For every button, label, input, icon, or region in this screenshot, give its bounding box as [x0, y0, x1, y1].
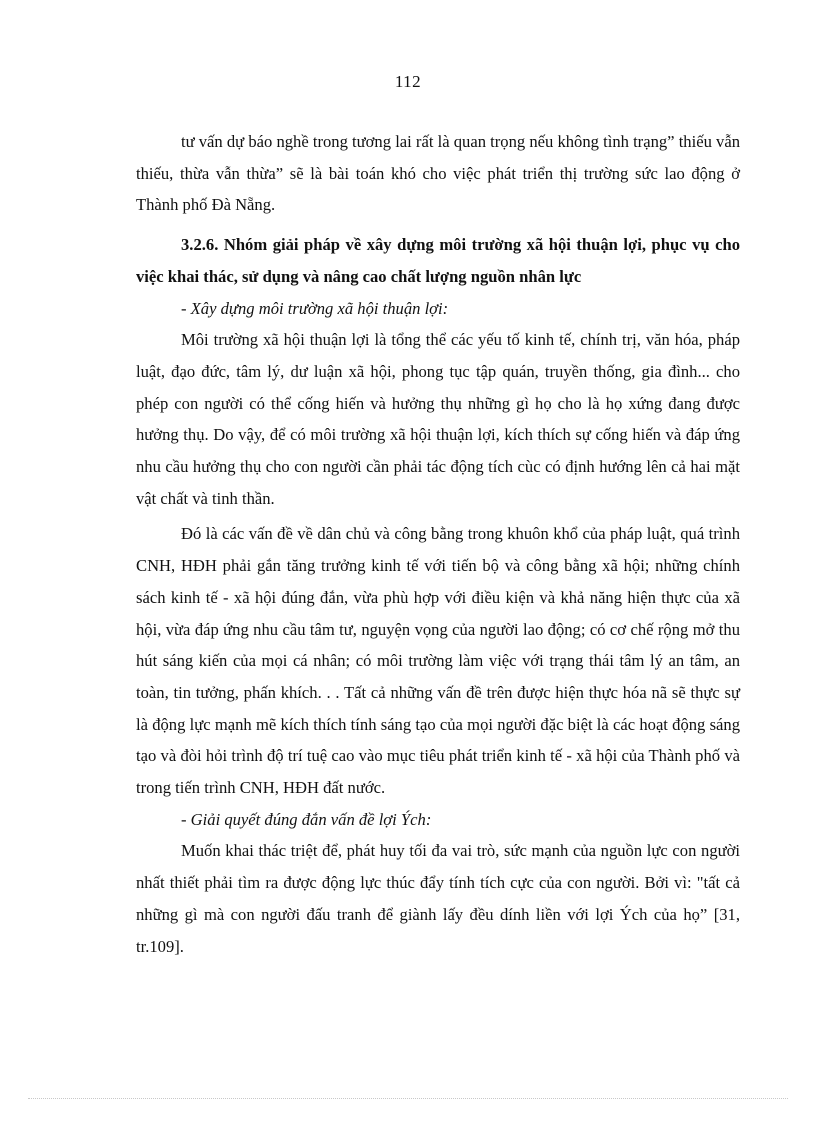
page-bottom-divider	[28, 1098, 788, 1099]
subheading-social-environment: - Xây dựng môi trường xã hội thuận lợi:	[181, 298, 449, 318]
paragraph-social-environment: Môi trường xã hội thuận lợi là tổng thể các yếu tố kinh tế, chính trị, văn hóa, pháp luật, đạo đức, tâm lý, dư luận xã hội, phong tục tập quán, truyền thống, gia đình... cho phép con người có thể cống hiến và hưởng thụ những gì họ cho là họ xứng đang được hưởng thụ. Do vậy, để có môi trường xã hội thuận lợi, kích thích sự cống hiến và đáp ứng nhu cầu hưởng thụ cho con người cần phải tác động tích cùc có định hướng lên cả hai mặt vật chất và tinh thần.	[136, 330, 740, 508]
paragraph-democracy-equity: Đó là các vấn đề về dân chủ và công bằng trong khuôn khổ của pháp luật, quá trình CNH, HĐH phải gắn tăng trưởng kinh tế với tiến bộ và công bằng xã hội; những chính sách kinh tế - xã hội đúng đắn, vừa phù hợp với điều kiện và khả năng hiện thực của xã hội, vừa đáp ứng nhu cầu tâm tư, nguyện vọng của người lao động; có cơ chế rộng mở thu hút sáng kiến của mọi cá nhân; có môi trường làm việc với trạng thái tâm lý an tâm, an toàn, tin tưởng, phấn khích. . . Tất cả những vấn đề trên được hiện thực hóa nã sẽ thực sự là động lực mạnh mẽ kích thích tính sáng tạo của mọi người đặc biệt là các hoạt động sáng tạo và đòi hỏi trình độ trí tuệ cao vào mục tiêu phát triển kinh tế - xã hội của Thành phố và trong tiến trình CNH, HĐH đất nước.	[136, 524, 740, 798]
document-body	[136, 126, 740, 962]
section-heading: 3.2.6. Nhóm giải pháp về xây dựng môi trường xã hội thuận lợi, phục vụ cho việc khai thác, sử dụng và nâng cao chất lượng nguồn nhân lực	[136, 235, 740, 286]
paragraph-interests: Muốn khai thác triệt để, phát huy tối đa vai trò, sức mạnh của nguồn lực con người nhất thiết phải tìm ra được động lực thúc đẩy tính tích cực của con người. Bởi vì: "tất cả những gì mà con người đấu tranh để giành lấy đều dính liền với lợi Ých của họ” [31, tr.109].	[136, 841, 740, 956]
subheading-interests: - Giải quyết đúng đắn vấn đề lợi Ých:	[181, 809, 432, 829]
page-number: 112	[394, 72, 422, 91]
paragraph-continuation: tư vấn dự báo nghề trong tương lai rất là quan trọng nếu không tình trạng” thiếu vẫn thiếu, thừa vẫn thừa” sẽ là bài toán khó cho việc phát triển thị trường sức lao động ở Thành phố Đà Nẵng.	[136, 132, 740, 215]
